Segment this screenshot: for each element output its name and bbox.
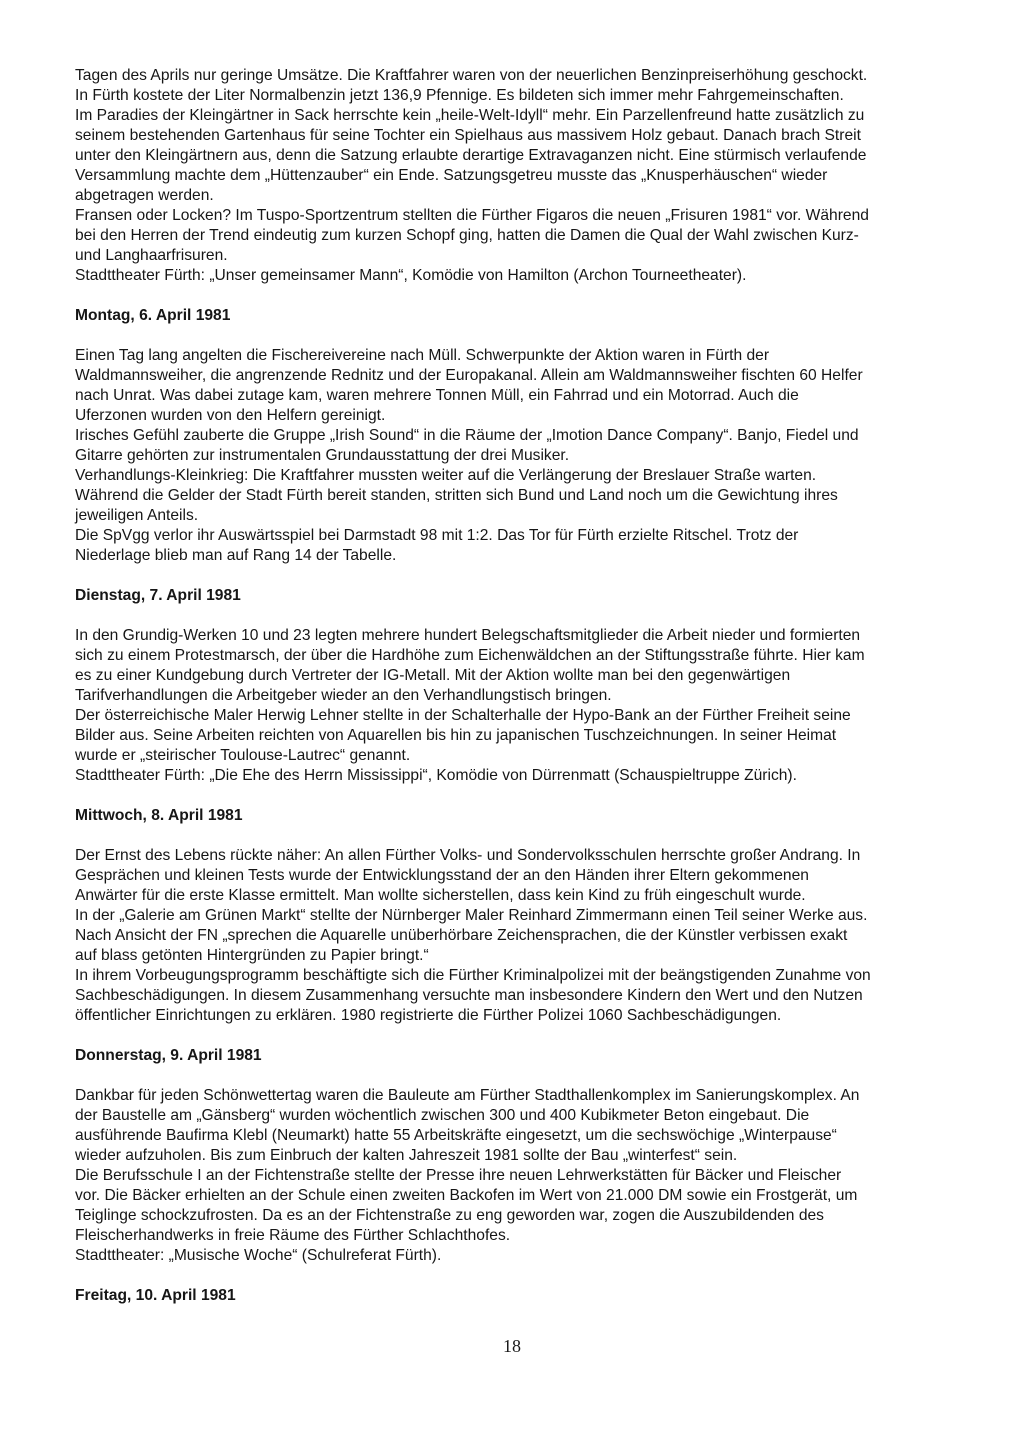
text-line: Versammlung machte dem „Hüttenzauber“ ein Ende. Satzungsgetreu musste das „Knusperhäuschen“ wieder <box>75 167 828 184</box>
text-line: In Fürth kostete der Liter Normalbenzin jetzt 136,9 Pfennige. Es bildeten sich immer mehr Fahrgemeinschaften. <box>75 87 844 104</box>
text-line: Bilder aus. Seine Arbeiten reichten von Aquarellen bis hin zu japanischen Tuschzeichnungen. In seiner Heimat <box>75 727 837 744</box>
text-line: Teiglinge schockzufrosten. Da es an der Fichtenstraße zu eng geworden war, zogen die Auszubildenden des <box>75 1207 824 1224</box>
document-body <box>75 66 967 1326</box>
text-line: Nach Ansicht der FN „sprechen die Aquarelle unüberhörbare Zeichensprachen, die der Künstler verbissen exakt <box>75 927 848 944</box>
text-line: Die Berufsschule I an der Fichtenstraße stellte der Presse ihre neuen Lehrwerkstätten für Bäcker und Fleischer <box>75 1167 842 1184</box>
paragraph <box>75 346 967 566</box>
section-heading: Dienstag, 7. April 1981 <box>75 587 241 604</box>
text-line: der Baustelle am „Gänsberg“ wurden wöchentlich zwischen 300 und 400 Kubikmeter Beton eingebaut. Die <box>75 1107 810 1124</box>
paragraph <box>75 846 967 1026</box>
text-line: bei den Herren der Trend eindeutig zum kurzen Schopf ging, hatten die Damen die Qual der Wahl zwischen Kurz- <box>75 227 859 244</box>
text-line: sich zu einem Protestmarsch, der über die Hardhöhe zum Eichenwäldchen an der Stiftungsstraße führte. Hier kam <box>75 647 865 664</box>
text-line: Der österreichische Maler Herwig Lehner stellte in der Schalterhalle der Hypo-Bank an der Fürther Freiheit seine <box>75 707 851 724</box>
section-heading: Montag, 6. April 1981 <box>75 307 231 324</box>
text-line: wieder aufzuholen. Bis zum Einbruch der kalten Jahreszeit 1981 sollte der Bau „winterfest“ sein. <box>75 1147 738 1164</box>
text-line: Waldmannsweiher, die angrenzende Rednitz und der Europakanal. Allein am Waldmannsweiher fischten 60 Helfer <box>75 367 863 384</box>
paragraph <box>75 1086 967 1266</box>
text-line: Dankbar für jeden Schönwettertag waren die Bauleute am Fürther Stadthallenkomplex im Sanierungskomplex. An <box>75 1087 860 1104</box>
text-line: Der Ernst des Lebens rückte näher: An allen Fürther Volks- und Sondervolksschulen herrschte großer Andrang. In <box>75 847 861 864</box>
text-line: Einen Tag lang angelten die Fischereivereine nach Müll. Schwerpunkte der Aktion waren in Fürth der <box>75 347 770 364</box>
text-line: jeweiligen Anteils. <box>75 507 199 524</box>
text-line: abgetragen werden. <box>75 187 214 204</box>
text-line: und Langhaarfrisuren. <box>75 247 228 264</box>
text-line: Die SpVgg verlor ihr Auswärtsspiel bei Darmstadt 98 mit 1:2. Das Tor für Fürth erzielte Ritschel. Trotz der <box>75 527 799 544</box>
text-line: Niederlage blieb man auf Rang 14 der Tabelle. <box>75 547 397 564</box>
text-line: Sachbeschädigungen. In diesem Zusammenhang versuchte man insbesondere Kindern den Wert und den Nutzen <box>75 987 863 1004</box>
text-line: In den Grundig-Werken 10 und 23 legten mehrere hundert Belegschaftsmitglieder die Arbeit nieder und formierten <box>75 627 861 644</box>
text-line: In der „Galerie am Grünen Markt“ stellte der Nürnberger Maler Reinhard Zimmermann einen Teil seiner Werke aus. <box>75 907 868 924</box>
text-line: öffentlicher Einrichtungen zu erklären. 1980 registrierte die Fürther Polizei 1060 Sachbeschädigungen. <box>75 1007 782 1024</box>
text-line: Uferzonen wurden von den Helfern gereinigt. <box>75 407 386 424</box>
text-line: Tarifverhandlungen die Arbeitgeber wieder an den Verhandlungstisch bringen. <box>75 687 612 704</box>
text-line: Verhandlungs-Kleinkrieg: Die Kraftfahrer mussten weiter auf die Verlängerung der Breslauer Straße warten. <box>75 467 817 484</box>
text-line: Während die Gelder der Stadt Fürth bereit standen, stritten sich Bund und Land noch um die Gewichtung ihres <box>75 487 838 504</box>
text-line: Fransen oder Locken? Im Tuspo-Sportzentrum stellten die Fürther Figaros die neuen „Frisuren 1981“ vor. Während <box>75 207 869 224</box>
text-line: wurde er „steirischer Toulouse-Lautrec“ genannt. <box>75 747 411 764</box>
paragraph <box>75 626 967 786</box>
text-line: In ihrem Vorbeugungsprogramm beschäftigte sich die Fürther Kriminalpolizei mit der beängstigenden Zunahme von <box>75 967 871 984</box>
text-line: auf blass getönten Hintergründen zu Papier bringt.“ <box>75 947 429 964</box>
text-line: Irisches Gefühl zauberte die Gruppe „Irish Sound“ in die Räume der „Imotion Dance Company“. Banjo, Fiedel und <box>75 427 859 444</box>
text-line: Anwärter für die erste Klasse ermittelt. Man wollte sicherstellen, dass kein Kind zu früh eingeschult wurde. <box>75 887 806 904</box>
page-number: 18 <box>503 1336 521 1356</box>
section-heading: Mittwoch, 8. April 1981 <box>75 807 243 824</box>
text-line: Gitarre gehörten zur instrumentalen Grundausstattung der drei Musiker. <box>75 447 570 464</box>
text-line: Stadttheater Fürth: „Unser gemeinsamer Mann“, Komödie von Hamilton (Archon Tourneetheater). <box>75 267 747 284</box>
text-line: nach Unrat. Was dabei zutage kam, waren mehrere Tonnen Müll, ein Fahrrad und ein Motorrad. Auch die <box>75 387 799 404</box>
text-line: Gesprächen und kleinen Tests wurde der Entwicklungsstand der an den Händen ihrer Eltern gekommenen <box>75 867 809 884</box>
section-heading: Freitag, 10. April 1981 <box>75 1287 236 1304</box>
section-heading: Donnerstag, 9. April 1981 <box>75 1047 262 1064</box>
text-line: Stadttheater Fürth: „Die Ehe des Herrn Mississippi“, Komödie von Dürrenmatt (Schauspieltruppe Zürich). <box>75 767 797 784</box>
text-line: seinem bestehenden Gartenhaus für seine Tochter ein Spielhaus aus massivem Holz gebaut. Danach brach Streit <box>75 127 861 144</box>
text-line: Tagen des Aprils nur geringe Umsätze. Die Kraftfahrer waren von der neuerlichen Benzinpreiserhöhung geschockt. <box>75 67 868 84</box>
text-line: Stadttheater: „Musische Woche“ (Schulreferat Fürth). <box>75 1247 442 1264</box>
text-line: vor. Die Bäcker erhielten an der Schule einen zweiten Backofen im Wert von 21.000 DM sowie ein Frostgerät, um <box>75 1187 858 1204</box>
text-line: Fleischerhandwerks in freie Räume des Fürther Schlachthofes. <box>75 1227 511 1244</box>
text-line: Im Paradies der Kleingärtner in Sack herrschte kein „heile-Welt-Idyll“ mehr. Ein Parzellenfreund hatte zusätzlich zu <box>75 107 865 124</box>
text-line: unter den Kleingärtnern aus, denn die Satzung erlaubte derartige Extravaganzen nicht. Eine stürmisch verlaufende <box>75 147 867 164</box>
text-line: ausführende Baufirma Klebl (Neumarkt) hatte 55 Arbeitskräfte eingesetzt, um die sechswöchige „Winterpause“ <box>75 1127 837 1144</box>
paragraph <box>75 66 967 286</box>
text-line: es zu einer Kundgebung durch Vertreter der IG-Metall. Mit der Aktion wollte man bei den gegenwärtigen <box>75 667 791 684</box>
